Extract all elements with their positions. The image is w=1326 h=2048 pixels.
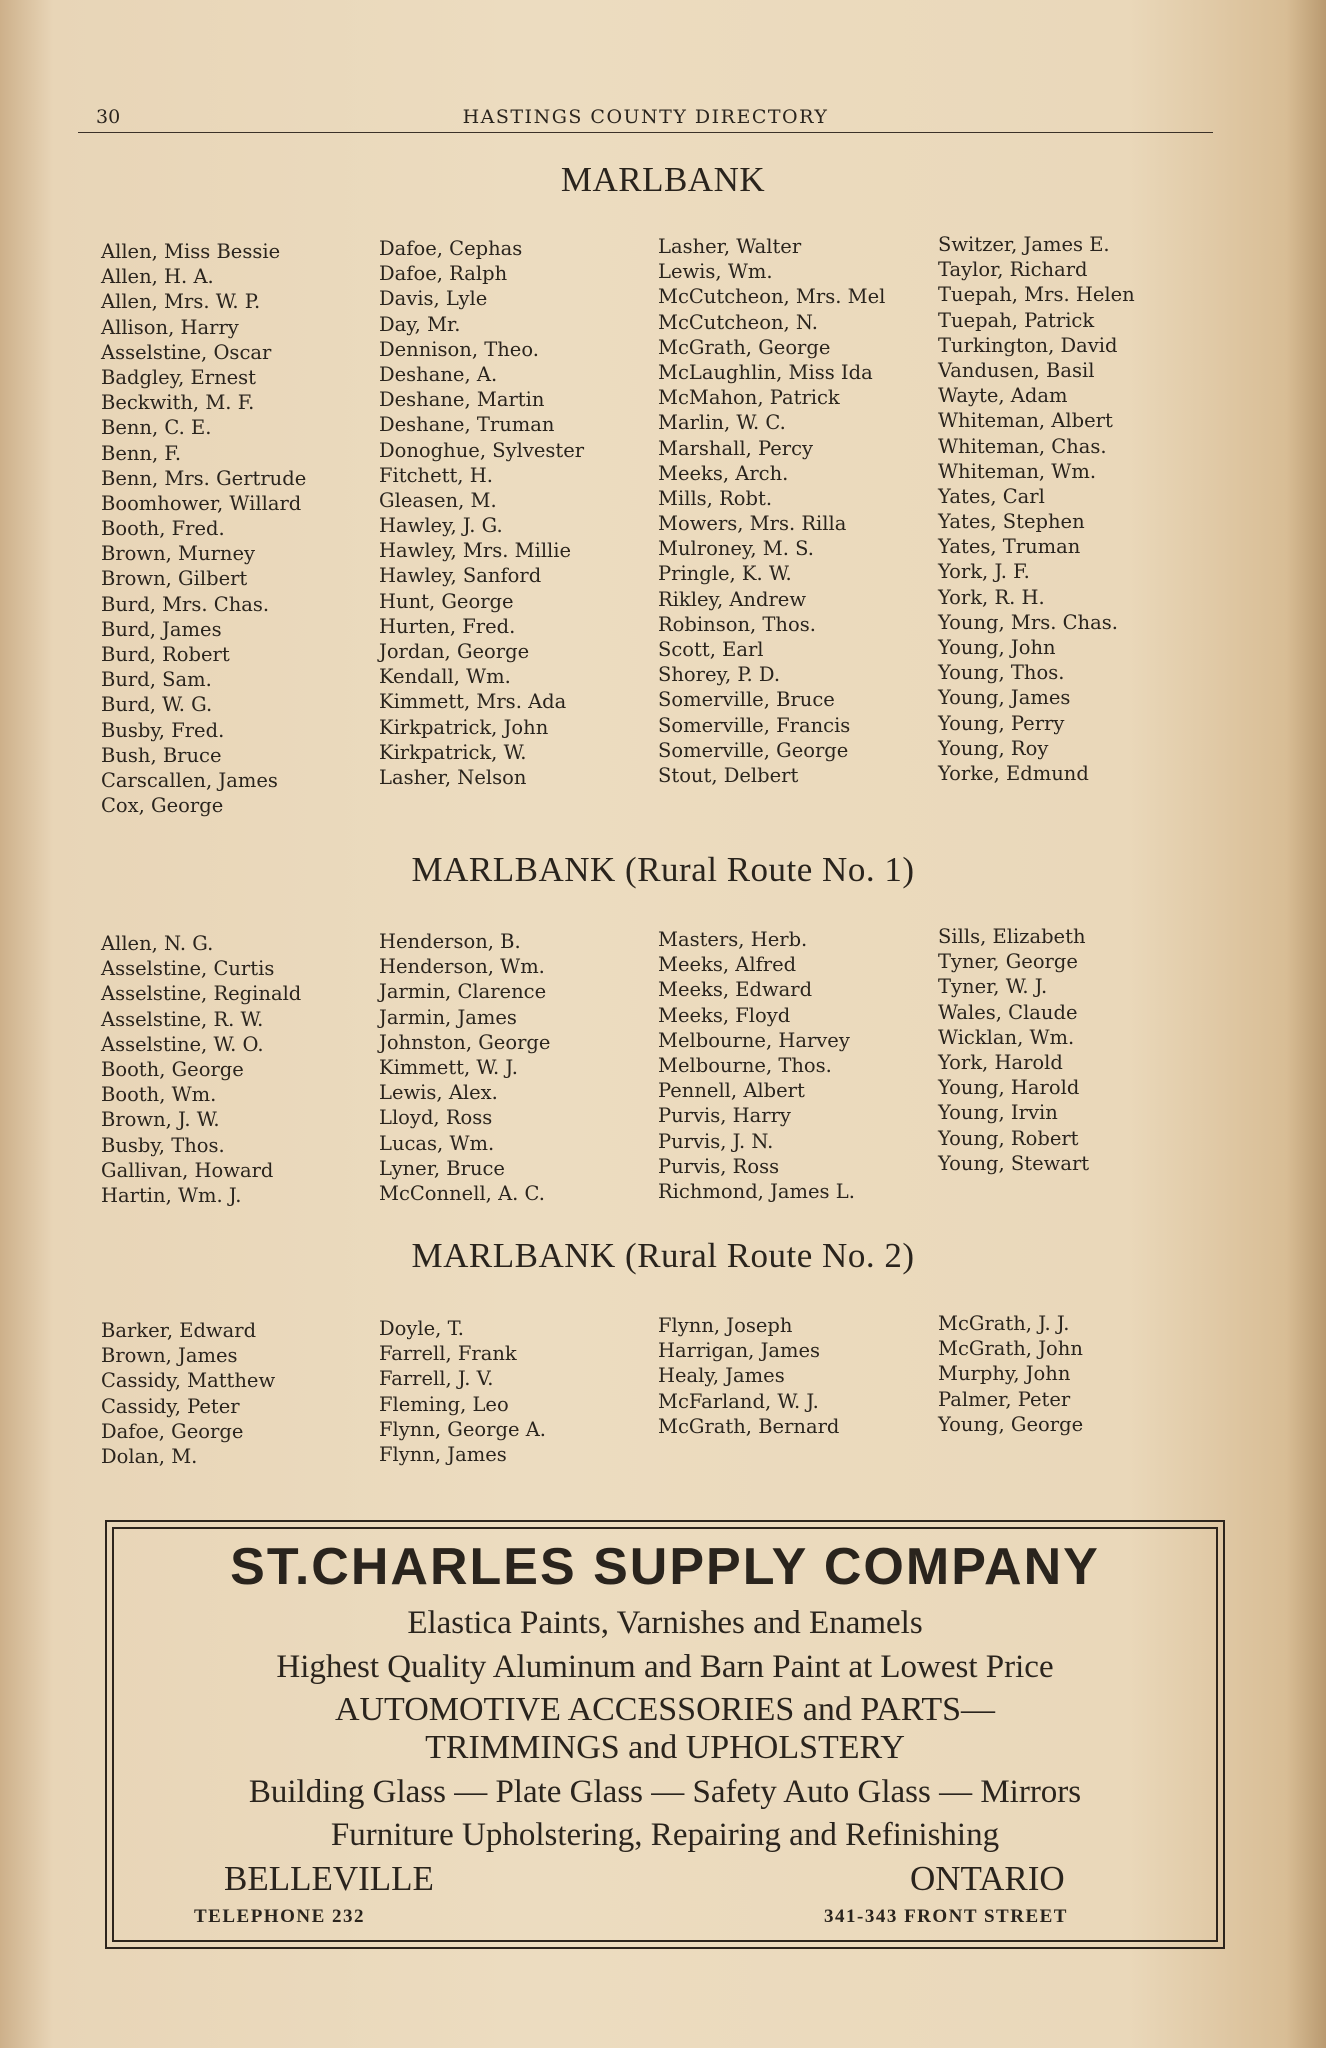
directory-entry: Young, Thos.	[938, 661, 1065, 685]
directory-entry: Purvis, Ross	[658, 1154, 780, 1178]
directory-entry: Boomhower, Willard	[101, 491, 302, 515]
page-number: 30	[96, 106, 121, 128]
directory-entry: Harrigan, James	[658, 1339, 821, 1363]
directory-entry: Tyner, W. J.	[938, 975, 1048, 999]
directory-entry: Flynn, Joseph	[658, 1314, 793, 1337]
directory-entry: Burd, Mrs. Chas.	[101, 592, 270, 616]
directory-entry: Jordan, George	[379, 640, 530, 663]
directory-entry: Kendall, Wm.	[379, 665, 511, 689]
directory-entry: Somerville, Francis	[658, 713, 851, 737]
directory-entry: Lewis, Alex.	[379, 1081, 498, 1105]
directory-entry: Flynn, George A.	[379, 1417, 546, 1441]
ad-address: 341-343 FRONT STREET	[824, 1906, 1068, 1927]
directory-entry: Allen, Miss Bessie	[101, 240, 281, 263]
directory-entry: Young, Roy	[938, 736, 1049, 760]
directory-entry: Somerville, Bruce	[658, 688, 835, 712]
section-title-rural-route-1: MARLBANK (Rural Route No. 1)	[411, 850, 915, 889]
directory-entry: Mowers, Mrs. Rilla	[658, 512, 847, 536]
directory-entry: Cassidy, Peter	[101, 1394, 240, 1418]
directory-entry: Dennison, Theo.	[379, 337, 539, 361]
directory-entry: Allen, H. A.	[101, 265, 214, 289]
directory-entry: Taylor, Richard	[938, 258, 1088, 282]
directory-entry: Young, James	[938, 686, 1071, 710]
marlbank-column-1	[101, 239, 306, 818]
directory-entry: Hawley, Sanford	[379, 564, 542, 588]
directory-entry: McGrath, J. J.	[938, 1312, 1070, 1335]
directory-entry: Kimmett, Mrs. Ada	[379, 690, 567, 714]
directory-entry: Bush, Bruce	[101, 743, 222, 767]
directory-entry: Benn, Mrs. Gertrude	[101, 466, 307, 490]
directory-entry: Turkington, David	[938, 333, 1118, 357]
ad-line-automotive: AUTOMOTIVE ACCESSORIES and PARTS—	[334, 1691, 996, 1728]
directory-entry: Asselstine, R. W.	[101, 1007, 264, 1031]
directory-entry: Flynn, James	[379, 1442, 507, 1466]
ad-company-name: ST.CHARLES SUPPLY COMPANY	[230, 1538, 1100, 1596]
rural-route-1-column-1	[101, 931, 301, 1208]
directory-entry: Meeks, Alfred	[658, 953, 797, 977]
directory-entry: Burd, Sam.	[101, 668, 212, 692]
directory-entry: Burd, W. G.	[101, 693, 213, 717]
directory-entry: Benn, C. E.	[101, 416, 212, 440]
directory-entry: Lasher, Walter	[658, 235, 802, 258]
directory-entry: Gleasen, M.	[379, 488, 497, 512]
directory-entry: Brown, James	[101, 1344, 238, 1368]
directory-entry: Young, Perry	[938, 711, 1065, 735]
directory-entry: Young, Harold	[938, 1076, 1080, 1100]
directory-entry: Vandusen, Basil	[938, 358, 1095, 382]
directory-entry: Meeks, Edward	[658, 978, 813, 1002]
directory-entry: McGrath, Bernard	[658, 1414, 840, 1438]
directory-entry: Whiteman, Albert	[938, 409, 1113, 433]
directory-entry: Pennell, Albert	[658, 1079, 805, 1103]
directory-entry: Brown, J. W.	[101, 1108, 220, 1132]
directory-entry: Dolan, M.	[101, 1444, 198, 1468]
directory-entry: Yates, Truman	[938, 535, 1081, 559]
directory-entry: Carscallen, James	[101, 768, 278, 792]
directory-entry: Wayte, Adam	[938, 384, 1068, 408]
directory-entry: Fitchett, H.	[379, 463, 493, 487]
directory-entry: Dafoe, Cephas	[379, 237, 523, 260]
directory-entry: Cassidy, Matthew	[101, 1369, 276, 1393]
directory-entry: Young, Irvin	[938, 1101, 1058, 1125]
directory-entry: Hurten, Fred.	[379, 614, 516, 638]
running-title: HASTINGS COUNTY DIRECTORY	[462, 106, 829, 128]
directory-entry: York, Harold	[938, 1050, 1063, 1074]
directory-entry: Sills, Elizabeth	[938, 925, 1086, 948]
directory-entry: Mulroney, M. S.	[658, 537, 814, 561]
ad-line-paints: Elastica Paints, Varnishes and Enamels	[407, 1605, 923, 1641]
directory-entry: York, J. F.	[938, 560, 1030, 584]
directory-entry: Hawley, Mrs. Millie	[379, 539, 572, 563]
directory-entry: Melbourne, Harvey	[658, 1028, 850, 1052]
directory-entry: Dafoe, Ralph	[379, 262, 508, 286]
directory-entry: Hawley, J. G.	[379, 514, 503, 538]
ad-line-glass: Building Glass — Plate Glass — Safety Auto Glass — Mirrors	[248, 1774, 1082, 1810]
directory-entry: Allen, Mrs. W. P.	[101, 290, 261, 314]
section-title-rural-route-2: MARLBANK (Rural Route No. 2)	[411, 1236, 915, 1275]
directory-entry: Richmond, James L.	[658, 1179, 855, 1203]
directory-entry: Allen, N. G.	[101, 932, 214, 955]
marlbank-column-4	[938, 232, 1135, 786]
directory-entry: Gallivan, Howard	[101, 1158, 274, 1182]
directory-entry: Yates, Stephen	[938, 510, 1085, 534]
directory-entry: Pringle, K. W.	[658, 562, 792, 586]
directory-entry: Asselstine, Curtis	[101, 957, 275, 981]
directory-entry: Day, Mr.	[379, 312, 461, 336]
directory-entry: Barker, Edward	[101, 1319, 257, 1342]
directory-entry: Yorke, Edmund	[938, 761, 1089, 785]
directory-entry: Henderson, B.	[379, 930, 521, 953]
rural-route-2-column-1	[101, 1318, 275, 1469]
directory-entry: Brown, Gilbert	[101, 567, 248, 591]
directory-entry: Doyle, T.	[379, 1317, 464, 1340]
ad-city: BELLEVILLE	[224, 1859, 434, 1898]
directory-entry: Kimmett, W. J.	[379, 1055, 518, 1079]
directory-entry: Busby, Fred.	[101, 718, 225, 742]
directory-entry: Kirkpatrick, John	[379, 715, 549, 739]
directory-entry: Burd, Robert	[101, 643, 230, 666]
ad-telephone: TELEPHONE 232	[194, 1906, 365, 1927]
directory-entry: Henderson, Wm.	[379, 955, 545, 979]
advertisement-box	[112, 1527, 1218, 1942]
rural-route-1-column-4	[938, 924, 1089, 1176]
rural-route-1-column-2	[379, 929, 550, 1206]
directory-entry: Farrell, Frank	[379, 1342, 517, 1366]
directory-entry: Asselstine, W. O.	[101, 1032, 264, 1056]
directory-entry: Hartin, Wm. J.	[101, 1183, 242, 1207]
ad-line-aluminum: Highest Quality Aluminum and Barn Paint at Lowest Price	[276, 1649, 1054, 1685]
directory-entry: McGrath, John	[938, 1337, 1083, 1361]
directory-entry: Asselstine, Oscar	[101, 340, 272, 364]
ad-line-furniture: Furniture Upholstering, Repairing and Refinishing	[330, 1817, 1000, 1853]
rural-route-2-column-3	[658, 1313, 839, 1439]
directory-entry: Whiteman, Wm.	[938, 459, 1097, 483]
directory-entry: McCutcheon, Mrs. Mel	[658, 285, 886, 309]
directory-entry: Johnston, George	[379, 1030, 551, 1054]
directory-entry: York, R. H.	[938, 585, 1045, 609]
directory-entry: Davis, Lyle	[379, 287, 488, 311]
directory-entry: Deshane, Martin	[379, 388, 545, 412]
directory-entry: Badgley, Ernest	[101, 365, 257, 389]
directory-entry: Masters, Herb.	[658, 928, 808, 951]
directory-entry: Shorey, P. D.	[658, 663, 781, 687]
ad-line-trimmings: TRIMMINGS and UPHOLSTERY	[425, 1729, 905, 1766]
directory-entry: McCutcheon, N.	[658, 310, 818, 334]
directory-entry: Rikley, Andrew	[658, 587, 807, 611]
directory-entry: Benn, F.	[101, 441, 182, 465]
directory-entry: Healy, James	[658, 1364, 785, 1388]
directory-entry: McLaughlin, Miss Ida	[658, 360, 873, 384]
directory-entry: Young, Stewart	[938, 1151, 1090, 1175]
page-header	[78, 106, 1213, 133]
directory-entry: Deshane, A.	[379, 362, 498, 386]
directory-entry: Stout, Delbert	[658, 763, 799, 787]
directory-entry: McConnell, A. C.	[379, 1181, 545, 1205]
directory-entry: Lloyd, Ross	[379, 1106, 493, 1130]
directory-entry: Jarmin, James	[379, 1005, 517, 1029]
directory-entry: Fleming, Leo	[379, 1392, 509, 1416]
directory-entry: Switzer, James E.	[938, 233, 1110, 256]
directory-entry: Lewis, Wm.	[658, 260, 773, 284]
rural-route-1-column-3	[658, 927, 855, 1204]
directory-entry: Somerville, George	[658, 738, 849, 762]
directory-entry: Lasher, Nelson	[379, 765, 527, 789]
directory-entry: Brown, Murney	[101, 542, 256, 566]
directory-entry: Marlin, W. C.	[658, 411, 786, 435]
directory-entry: Busby, Thos.	[101, 1133, 225, 1157]
directory-entry: Mills, Robt.	[658, 486, 773, 510]
directory-entry: Jarmin, Clarence	[379, 980, 547, 1004]
directory-entry: Booth, Wm.	[101, 1083, 217, 1107]
directory-entry: Asselstine, Reginald	[101, 982, 302, 1006]
directory-entry: McFarland, W. J.	[658, 1389, 819, 1413]
directory-entry: Tuepah, Patrick	[938, 308, 1095, 332]
directory-entry: Lyner, Bruce	[379, 1156, 505, 1180]
directory-entry: Purvis, J. N.	[658, 1129, 774, 1153]
directory-entry: Scott, Earl	[658, 638, 764, 661]
directory-entry: Cox, George	[101, 794, 224, 818]
directory-entry: Wales, Claude	[938, 1000, 1078, 1024]
directory-entry: Purvis, Harry	[658, 1104, 791, 1128]
directory-entry: Tuepah, Mrs. Helen	[938, 283, 1135, 307]
directory-entry: Young, Mrs. Chas.	[938, 610, 1118, 634]
directory-entry: Wicklan, Wm.	[938, 1025, 1075, 1049]
section-title-marlbank: MARLBANK	[560, 160, 766, 199]
directory-entry: Dafoe, George	[101, 1419, 244, 1443]
directory-entry: Robinson, Thos.	[658, 612, 816, 636]
directory-entry: Booth, Fred.	[101, 517, 225, 541]
directory-entry: Beckwith, M. F.	[101, 391, 255, 415]
directory-entry: McMahon, Patrick	[658, 386, 840, 410]
directory-entry: Meeks, Floyd	[658, 1003, 791, 1027]
directory-entry: Meeks, Arch.	[658, 461, 789, 485]
directory-entry: Burd, James	[101, 617, 222, 641]
directory-entry: Tyner, George	[938, 950, 1078, 974]
directory-entry: Young, John	[938, 636, 1056, 659]
marlbank-column-2	[379, 236, 584, 790]
directory-entry: Farrell, J. V.	[379, 1367, 494, 1391]
directory-entry: Booth, George	[101, 1057, 244, 1081]
directory-entry: Lucas, Wm.	[379, 1131, 495, 1155]
directory-entry: Allison, Harry	[101, 315, 239, 339]
directory-entry: Murphy, John	[938, 1362, 1071, 1386]
directory-entry: Palmer, Peter	[938, 1387, 1071, 1411]
directory-entry: Young, Robert	[938, 1126, 1079, 1150]
directory-entry: Hunt, George	[379, 589, 514, 613]
directory-entry: Melbourne, Thos.	[658, 1053, 832, 1077]
directory-entry: Kirkpatrick, W.	[379, 740, 527, 764]
rural-route-2-column-2	[379, 1316, 546, 1467]
marlbank-column-3	[658, 234, 885, 788]
directory-entry: Deshane, Truman	[379, 413, 555, 437]
rural-route-2-column-4	[938, 1311, 1083, 1437]
directory-entry: Whiteman, Chas.	[938, 434, 1107, 458]
directory-entry: Donoghue, Sylvester	[379, 438, 585, 462]
directory-entry: Marshall, Percy	[658, 436, 814, 460]
ad-province: ONTARIO	[910, 1859, 1065, 1898]
directory-entry: Young, George	[938, 1412, 1084, 1436]
directory-entry: Yates, Carl	[938, 484, 1045, 508]
directory-entry: McGrath, George	[658, 335, 831, 359]
